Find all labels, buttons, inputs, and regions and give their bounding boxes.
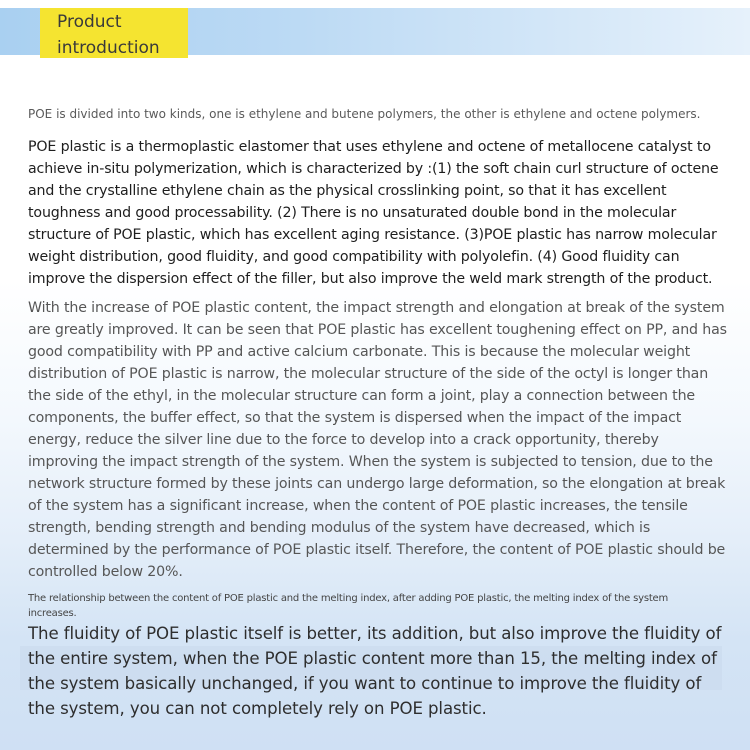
melting-index-caption: The relationship between the content of POE plastic and the melting index, after adding POE plastic, the melting index of the system increases. (28, 593, 669, 619)
intro-lead-text: POE is divided into two kinds, one is ethylene and butene polymers, the other is ethylene and octene polymers. (28, 107, 701, 121)
section-title-line2: introduction (57, 38, 160, 58)
impact-strength-paragraph: With the increase of POE plastic content, the impact strength and elongation at break of the system are greatly improved. It can be seen that POE plastic has excellent toughening effect on PP, and has good compatibility with PP and active calcium carbonate. This is because the molecular weight distribution of POE plastic is narrow, the molecular structure of the side of the octyl is longer than the side of the ethyl, in the molecular structure can form a joint, play a connection between the components, the buffer effect, so that the system is dispersed when the impact of the impact energy, reduce the silver line due to the force to develop into a crack opportunity, thereby improving the impact strength of the system. When the system is subjected to tension, due to the network structure formed by these joints can undergo large deformation, so the elongation at break of the system has a significant increase, when the content of POE plastic increases, the tensile strength, bending strength and bending modulus of the system have decreased, which is determined by the performance of POE plastic itself. Therefore, the content of POE plastic should be controlled below 20%. (28, 300, 727, 580)
poe-characteristics-paragraph: POE plastic is a thermoplastic elastomer that uses ethylene and octene of metallocene catalyst to achieve in-situ polymerization, which is characterized by :(1) the soft chain curl structure of octene and the crystalline ethylene chain as the physical crosslinking point, so that it has excellent toughness and good processability. (2) There is no unsaturated double bond in the molecular structure of POE plastic, which has excellent aging resistance. (3)POE plastic has narrow molecular weight distribution, good fluidity, and good compatibility with polyolefin. (4) Good fluidity can improve the dispersion effect of the filler, but also improve the weld mark strength of the product. (28, 139, 719, 287)
section-title-badge (40, 8, 188, 58)
fluidity-paragraph: The fluidity of POE plastic itself is better, its addition, but also improve the fluidity of the entire system, when the POE plastic content more than 15, the melting index of the system basically unchanged, if you want to continue to improve the fluidity of the system, you can not completely rely on POE plastic. (28, 624, 722, 718)
section-title-line1: Product (57, 12, 122, 32)
